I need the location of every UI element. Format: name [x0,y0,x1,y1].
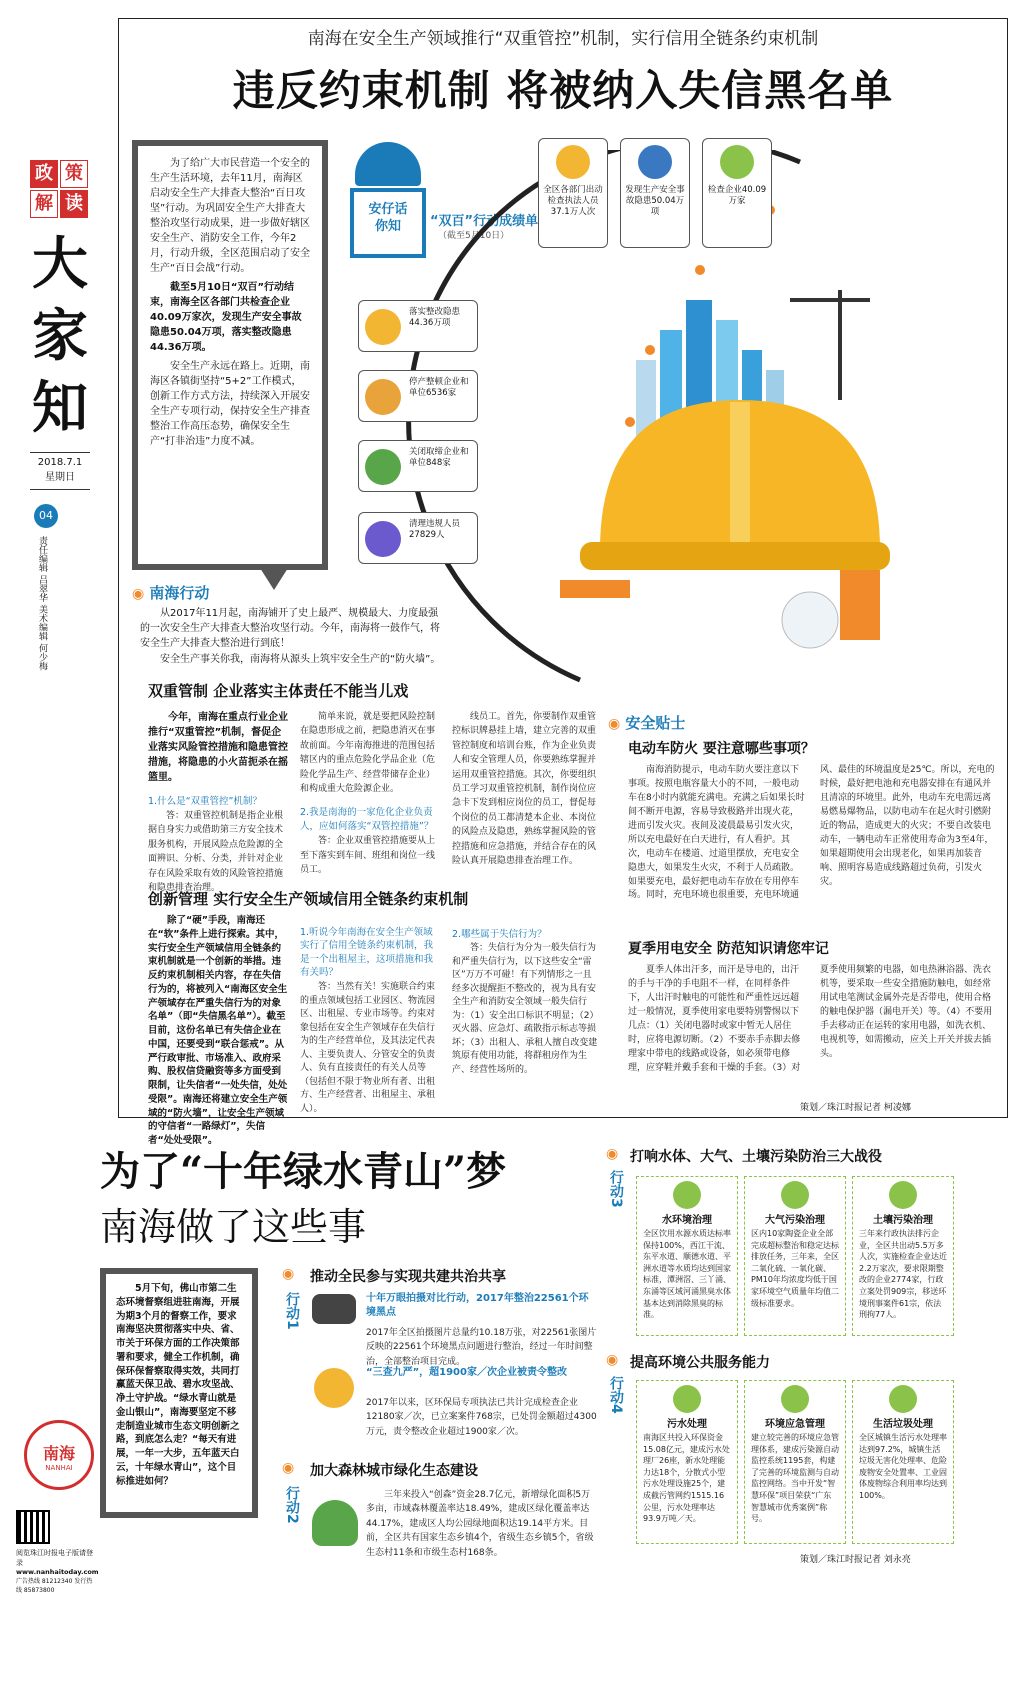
tag-char: 策 [60,160,88,188]
sewage-icon [673,1385,701,1413]
pin-icon: ◉ [282,1266,295,1282]
card-body: 全区城镇生活污水处理率达到97.2%，城镇生活垃圾无害化处理率、危险废物安全处置率、工业固体废物综合利用率均达到100%。 [859,1433,947,1500]
section1-text: 线员工。首先，你要制作双重管控标识牌悬挂上墙，建立完善的双重管控制度和培训台账，作为企业负责人和安全管理人员，你要熟练掌握并运用双重管控措施。其次，你要组织员工学习双重管控机制，制作岗位应急卡下发到相应岗位的员工，督促每个岗位的员工都清楚本企业、本岗位的风险点及隐患，熟练掌握风险的管控措施和应急措施，并结合存在的风险认真开展隐患排查治理工作。 [452,712,597,866]
tips-heading [608,712,685,733]
section1-title: 双重管制 企业落实主体责任不能当儿戏 [148,682,409,700]
stat-card [702,138,772,248]
act2-body: 三年来投入“创森”资金28.7亿元，新增绿化面积5万多亩，市域森林覆盖率达18.49%，建成区绿化覆盖率达44.17%，建成区人均公园绿地面积达19.14平方米。目前，全区共有国家生态乡镇4个，省级生态乡镇5个，省级生态村11条和市级生态村168条。 [366,1490,594,1558]
gear-icon [365,309,401,345]
masthead-char: 知 [32,375,88,441]
act1-item2-head: “三查九严”，超1900家／次企业被责令整改 [366,1367,567,1378]
tips1-title: 电动车防火 要注意哪些事项？ [628,741,815,757]
tips2-title: 夏季用电安全 防范知识请您牢记 [628,941,829,957]
section1-question: 1.什么是“双重管控”机制？ [148,796,262,807]
bottom-intro-box [100,1268,258,1518]
stat-card [358,370,478,422]
helmet-city-illustration [540,290,890,670]
officer-icon [556,145,590,179]
qr-small: 广告热线 81212340 发行热线 85873800 [16,1578,93,1594]
kicker: 南海在安全生产领域推行“双重管控”机制，实行信用全链条约束机制 [307,29,819,49]
issue-date: 2018.7.1 [37,457,83,468]
section1-text: 简单来说，就是要把风险控制在隐患形成之前，把隐患消灭在事故前面。今年南海推进的范围包括辖区内的重点危险化学品企业（危险化学品生产、经营带储存企业）和构成重大危险源企业。 [300,712,436,794]
act3-card [636,1176,738,1336]
tag-char: 政 [30,160,58,188]
card-title: 大气污染治理 [765,1215,825,1226]
card-body: 建立较完善的环境应急管理体系，建成污染源自动监控系统1195套，构建了完善的环境监测与自动监控网络。当中开发“智慧环保”项目荣获“广东智慧城市优秀案例”称号。 [751,1433,839,1524]
card-body: 三年来行政执法排污企业，全区共出动5.5万多人次，实施检查企业达近2.2万家次，要求限期整改的企业2774家，行政立案处罚909宗，移送环境刑事案件61宗，依法刑拘77人。 [859,1229,947,1320]
qr-url[interactable]: www.nanhaitoday.com [16,1568,99,1576]
action-paragraph: 从2017年11月起，南海铺开了史上最严、规模最大、力度最强的一次安全生产大排查大整治攻坚行动。今年，南海将一鼓作气，将安全生产大排查大整治进行到底！ [140,608,440,649]
mascot-badge-text: 安仔话你知 [368,202,408,234]
section1-question: 2.我是南海的一家危化企业负责人，应如何落实“双管控措施”？ [300,807,434,833]
action-heading [132,582,209,603]
card-body: 全区饮用水源水质达标率保持100%，西江干流、东平水道、顺德水道、平洲水道等水质均达到国家标准，潭洲滘、三丫涌、东涌等区域河涌黑臭水体基本达到消除黑臭的标准。 [643,1229,731,1320]
card-body: 南海区共投入环保资金15.08亿元，建成污水处理厂26座，新水处理能力达18个，分散式小型污水处理设施25个，建成截污管网约1515.16公里，污水处理率达93.9万吨／天。 [643,1433,730,1524]
stamp-sub: NANHAI [45,1464,73,1472]
recycle-icon [889,1385,917,1413]
card-title: 污水处理 [667,1419,707,1430]
act3-title: 打响水体、大气、土壤污染防治三大战役 [630,1149,882,1165]
key-icon [365,449,401,485]
act4-label: 行动4 [608,1376,624,1414]
act1-item1-body: 2017年全区拍摄图片总量约10.18万张，对22561张图片反映的22561个环境黑点问题进行整治，经过一年时间整治，全部整治项目完成。 [366,1328,597,1367]
stat-card [538,138,608,248]
pin-icon: ◉ [608,716,621,732]
siren-icon [314,1368,354,1408]
qr-block [16,1510,99,1594]
headline: 违反约束机制 将被纳入失信黑名单 [232,66,894,115]
intro-paragraph: 安全生产永远在路上。近期，南海区各镇街坚持“5+2”工作模式，创新工作方式方法，持续深入开展安全生产专项行动，保持安全生产排查整治工作高压态势，确保安全生产“打非治违”力度不减。 [150,361,310,447]
stat-text: 落实整改隐患44.36万项 [409,307,461,329]
pin-icon: ◉ [282,1460,295,1476]
section1-answer: 答：企业双重管控措施要从上至下落实到车间、班组和岗位一线员工。 [300,836,436,876]
people-icon [365,521,401,557]
tag-grid [30,160,88,218]
act3-card [744,1176,846,1336]
act4-card [744,1380,846,1544]
stat-text: 清理违规人员27829人 [409,519,461,541]
section2-answer: 答：当然有关！实施联合约束的重点领域包括工业园区、物流园区、出租屋、专业市场等。约束对象包括在安全生产领域存在失信行为的生产经营单位，及其法定代表人、主要负责人、分管安全的负责人、负有直接责任的有关人员等（包括但不限于物业所有者、出租方、生产经营者、出租屋主、承租人）。 [300,982,436,1114]
qr-caption: 阅览珠江时报电子版请登录 [16,1549,93,1567]
section1-lead: 今年，南海在重点行业企业推行“双重管控”机制，督促企业落实风险管控措施和隐患管控措施，将隐患的小火苗扼杀在摇篮里。 [148,712,288,783]
stat-text: 全区各部门出动检查执法人员37.1万人次 [543,185,603,218]
intro-paragraph: 截至5月10日“双百”行动结束，南海全区各部门共检查企业40.09万家次，发现生产安全事故隐患50.04万项，落实整改隐患44.36万项。 [150,282,302,353]
card-title: 生活垃圾处理 [873,1419,933,1430]
tag-char: 解 [30,190,58,218]
section1-body [148,710,598,893]
bottom-headline-1: 为了“十年绿水青山”梦 [100,1148,507,1195]
section1-answer: 答：双重管控机制是指企业根据自身实力或借助第三方安全技术服务机构，开展风险点危险源的全面辨识、分析、分类，并针对企业存在风险采取有效的风险管控措施和隐患排查治理。 [148,811,284,893]
stat-text: 关闭取缔企业和单位848家 [409,447,469,469]
camera-icon [312,1294,356,1324]
bottom-intro: 5月下旬，佛山市第二生态环境督察组进驻南海，开展为期3个月的督察工作，要求南海坚决贯彻落实中央、省、市关于环保方面的工作决策部署和要求，健全工作机制，确保环保督察取得实效，共同打赢蓝天保卫战、碧水攻坚战、净土守护战。“绿水青山就是金山银山”，南海要坚定不移走制造业城市生态文明创新之路，到底怎么走？“每天有进展，一年一大步，五年蓝天白云，十年绿水青山”，这个目标推进如何？ [116,1283,240,1487]
act2-title: 加大森林城市绿化生态建设 [310,1463,478,1479]
masthead [30,160,90,720]
act1-item2-body: 2017年以来，区环保局专项执法已共计完成检查企业12180家／次，已立案案件768宗，已处罚金额超过4300万元，责令整改企业超过1900家／次。 [366,1398,597,1437]
stat-text: 停产整顿企业和单位6536家 [409,377,469,399]
masthead-char: 大 [32,231,88,297]
tips1-body: 南海消防提示，电动车防火要注意以下事项。按照电瓶容量大小的不同，一般电动车在8小时内就能充满电。充满之后如果长时间不断开电源，容易导致极路并出现火花，进而引发火灾。夜间及凌晨最易引发火灾，所以充电最好在白天进行，有人看护。其次，电动车在楼道、过道里摆放，充电安全隐患大，如果发生火灾，不利于人员疏散。如果要充电，最好把电动车存放在专用停车场。同时，充电环境也很重要，充电环境通风、最佳的环境温度是25℃。所以，充电的时候，最好把电池和充电器安排在有通风并且清凉的环境里。此外，电动车充电需远离易燃易爆物品，以防电动车在起火时引燃附近的物品，造成更大的火灾；不要自改装电动车，一辆电动车正常使用寿命为3至4年，如果超期使用会出现老化，如果再加装音响、照明容易造成线路超过负荷，引发火灾。 [628,765,995,901]
page-number: 04 [34,504,58,528]
act4-card [852,1380,954,1544]
magnifier-icon [638,145,672,179]
section2-body [148,914,598,1147]
tips2-body: 夏季人体出汗多，而汗是导电的，出汗的手与干净的手电阻不一样，在同样条件下，人出汗时触电的可能性和严重性远远超过一般情况，夏季使用家电要特别警惕以下几点：（1）关闭电器时或家中暂无人居住时，应将电源切断。（2）不要赤手赤脚去修理家中带电的线路或设备，如必须带电修理，应穿鞋并戴手套和干燥的手套。（3）对夏季使用频繁的电器，如电热淋浴器、洗衣机等，要采取一些安全措施防触电，如经常用试电笔测试金属外壳是否带电，使用合格的触电保护器（漏电开关）等。（4）不要用手去移动正在运转的家用电器，如洗衣机、电视机等，如需搬动，应关上开关并拔去插头。 [628,965,993,1073]
speech-tail [260,568,288,590]
tips-title: 安全贴士 [625,714,686,732]
stat-card [358,512,478,564]
nanhai-stamp [24,1420,94,1490]
double-subtitle: （截至5月10日） [438,231,510,241]
act1-item1-head: 十年万眼拍摄对比行动，2017年整治22561个环境黑点 [366,1293,589,1318]
pin-icon: ◉ [132,586,145,602]
tag-char: 读 [60,190,88,218]
double-title: “双百”行动成绩单 [430,214,539,229]
act3-label: 行动3 [608,1170,624,1208]
stat-text: 发现生产安全事故隐患50.04万项 [625,185,685,218]
act3-card [852,1176,954,1336]
act4-title: 提高环境公共服务能力 [630,1355,770,1371]
masthead-name [30,228,90,444]
card-title: 土壤污染治理 [873,1215,933,1226]
intro-paragraph: 为了给广大市民营造一个安全的生产生活环境，去年11月，南海区启动安全生产大排查大整治“百日攻坚”行动。为巩固安全生产大排查大整治攻坚行动成果，进一步做好辖区安全生产、消防安全工作，今年2月，行动升级，全区范围启动了安全生产“百日会战”行动。 [150,158,310,274]
top-credit: 策划／珠江时报记者 柯凌娜 [800,1103,911,1113]
act4-card [636,1380,738,1544]
masthead-char: 家 [32,303,88,369]
card-title: 水环境治理 [662,1215,712,1226]
pin-icon: ◉ [606,1352,619,1368]
stat-card [620,138,690,248]
section2-question: 2.哪些属于失信行为？ [452,929,547,940]
issue-weekday: 星期日 [45,472,75,483]
factory-smoke-icon [781,1181,809,1209]
section2-answer: 答：失信行为分为一般失信行为和严重失信行为，以下这些安全“雷区”万万不可碰！有下列情形之一且经多次提醒拒不整改的，视为具有安全生产和消防安全领域一般失信行为：（1）安全出口标识不明显；（2）灭火器、应急灯、疏散指示标志等损坏；（3）出租人、承租人擅自改变建筑原有使用功能，将群租房作为生产、经营性场所的。 [452,943,598,1075]
act1-title: 推动全民参与实现共建共治共享 [310,1269,506,1285]
editor-credits: 责任编辑 吕翠华 美术编辑 何少梅 [37,536,47,671]
arc-dot [695,265,705,275]
factory-icon [365,379,401,415]
action-title: 南海行动 [149,584,210,602]
stat-text: 检查企业40.09万家 [707,185,767,207]
section2-title: 创新管理 实行安全生产领域信用全链条约束机制 [148,890,469,908]
bottom-headline-2: 南海做了这些事 [100,1205,367,1249]
stat-card [358,440,478,492]
bottom-credit: 策划／珠江时报记者 刘永亮 [800,1555,911,1565]
qr-icon [16,1510,50,1544]
section2-lead: 除了“硬”手段，南海还在“软”条件上进行探索。其中，实行安全生产领域信用全链条约束机制就是一个创新的举措。违反约束机制相关内容，存在失信行为的，将被列入“南海区安全生产领域存在严重失信行为的对象名单”（即“失信黑名单”）。截至目前，这份名单已有失信企业在中国，还要受到“联合惩戒”。从严行政审批、市场准入、政府采购、股权信贷融资等多方面受到限制，让失信者“一处失信，处处受限”。南海还将建立安全生产领域的“防火墙”，让安全生产领域的守信者“一路绿灯”，失信者“处处受限”。 [148,915,288,1147]
stamp-text: 南海 [42,1444,75,1463]
building-icon [720,145,754,179]
tree-icon [312,1500,358,1546]
section2-question: 1.听说今年南海在安全生产领域实行了信用全链条约束机制，我是一个出租屋主，这项措施和我有关吗？ [300,927,434,978]
card-body: 区内10家陶瓷企业全部完成超标整治和稳定达标排放任务，三年来，全区二氧化硫、一氧化碳、PM10年均浓度均低于国家环境空气质量年均值二级标准要求。 [751,1229,839,1308]
act2-label: 行动2 [284,1486,300,1524]
card-title: 环境应急管理 [765,1419,825,1430]
intro-box [132,140,328,570]
emergency-icon [781,1385,809,1413]
act1-label: 行动1 [284,1292,300,1330]
water-drop-icon [673,1181,701,1209]
pin-icon: ◉ [606,1146,619,1162]
soil-icon [889,1181,917,1209]
action-paragraph: 安全生产事关你我，南海将从源头上筑牢安全生产的“防火墙”。 [160,654,441,665]
stat-card [358,300,478,352]
